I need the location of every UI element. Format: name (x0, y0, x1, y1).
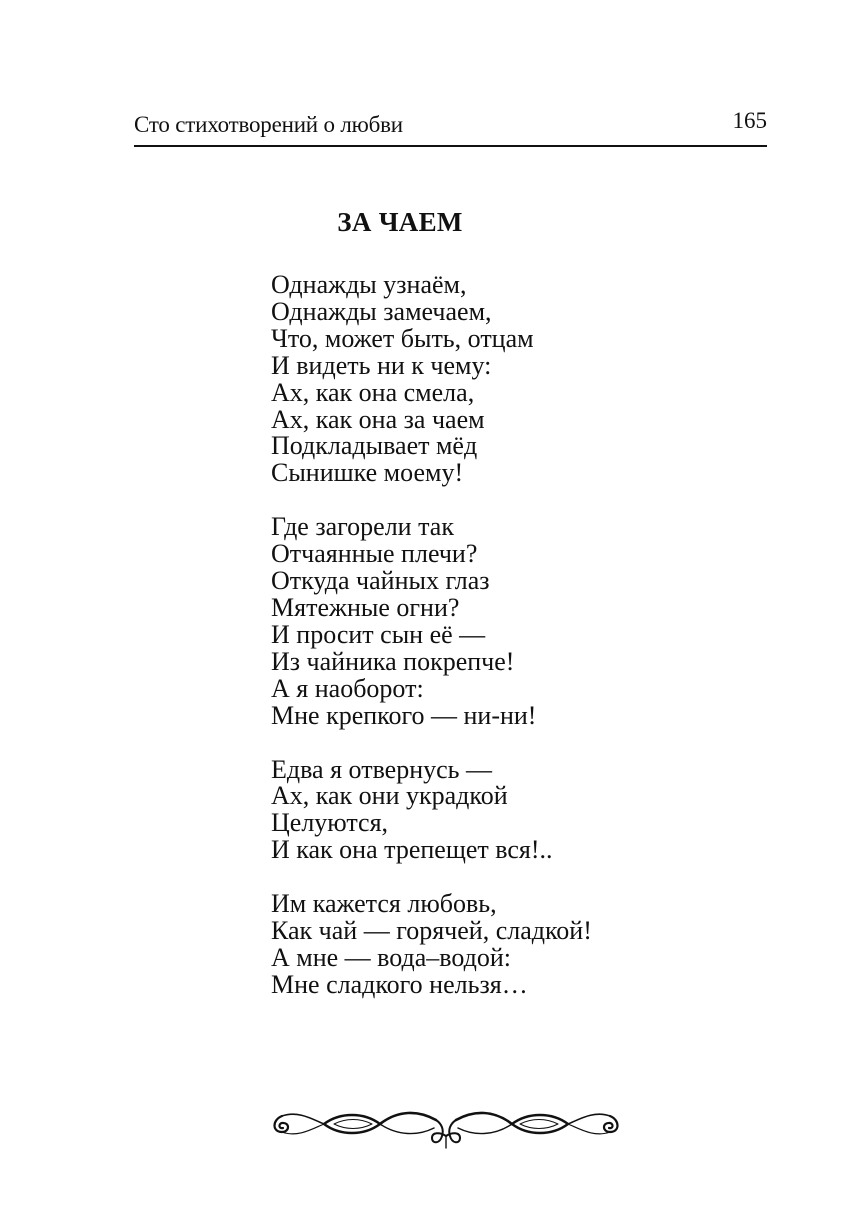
poem-line: Однажды узнаём, (271, 270, 467, 299)
poem-line: Что, может быть, отцам (271, 323, 534, 353)
stanza-2 (271, 514, 791, 729)
poem-line: Мне крепкого — ни-ни! (271, 700, 537, 730)
poem-line: И просит сын её — (271, 619, 486, 649)
poem-line: Откуда чайных глаз (271, 566, 490, 596)
stanza-3 (271, 754, 791, 865)
poem-line: Мне сладкого нельзя… (271, 969, 528, 999)
poem-line: Где загорели так (271, 512, 454, 542)
poem-line: Целуются, (271, 808, 389, 838)
poem-line: Подкладывает мёд (271, 431, 478, 461)
poem-line: Ах, как она смела, (271, 377, 475, 407)
poem-line: И как она трепещет вся!.. (271, 835, 553, 865)
header-rule (134, 145, 767, 147)
poem-line: Им кажется любовь, (271, 889, 497, 919)
poem-line: И видеть ни к чему: (271, 350, 492, 380)
running-header (134, 108, 767, 148)
poem-line: Едва я отвернусь — (271, 754, 493, 784)
poem-line: Ах, как она за чаем (271, 404, 485, 434)
stanza-4 (271, 891, 791, 999)
poem-title: ЗА ЧАЕМ (337, 207, 463, 237)
poem-line: Однажды замечаем, (271, 296, 492, 326)
poem-line: Сынишке моему! (271, 458, 464, 488)
poem-line: Как чай — горячей, сладкой! (271, 916, 592, 946)
poem-line: А мне — вода–водой: (271, 942, 512, 972)
flourish-divider-icon (268, 1098, 624, 1150)
poem-body (271, 272, 791, 1026)
poem-line: Мятежные огни? (271, 592, 460, 622)
poem-line: Отчаянные плечи? (271, 539, 478, 569)
running-title: Сто стихотворений о любви (134, 112, 403, 137)
stanza-1 (271, 272, 791, 487)
poem-line: А я наоборот: (271, 673, 424, 703)
poem-line: Из чайника покрепче! (271, 646, 515, 676)
page-number: 165 (732, 108, 767, 133)
poem-line: Ах, как они украдкой (271, 781, 508, 811)
